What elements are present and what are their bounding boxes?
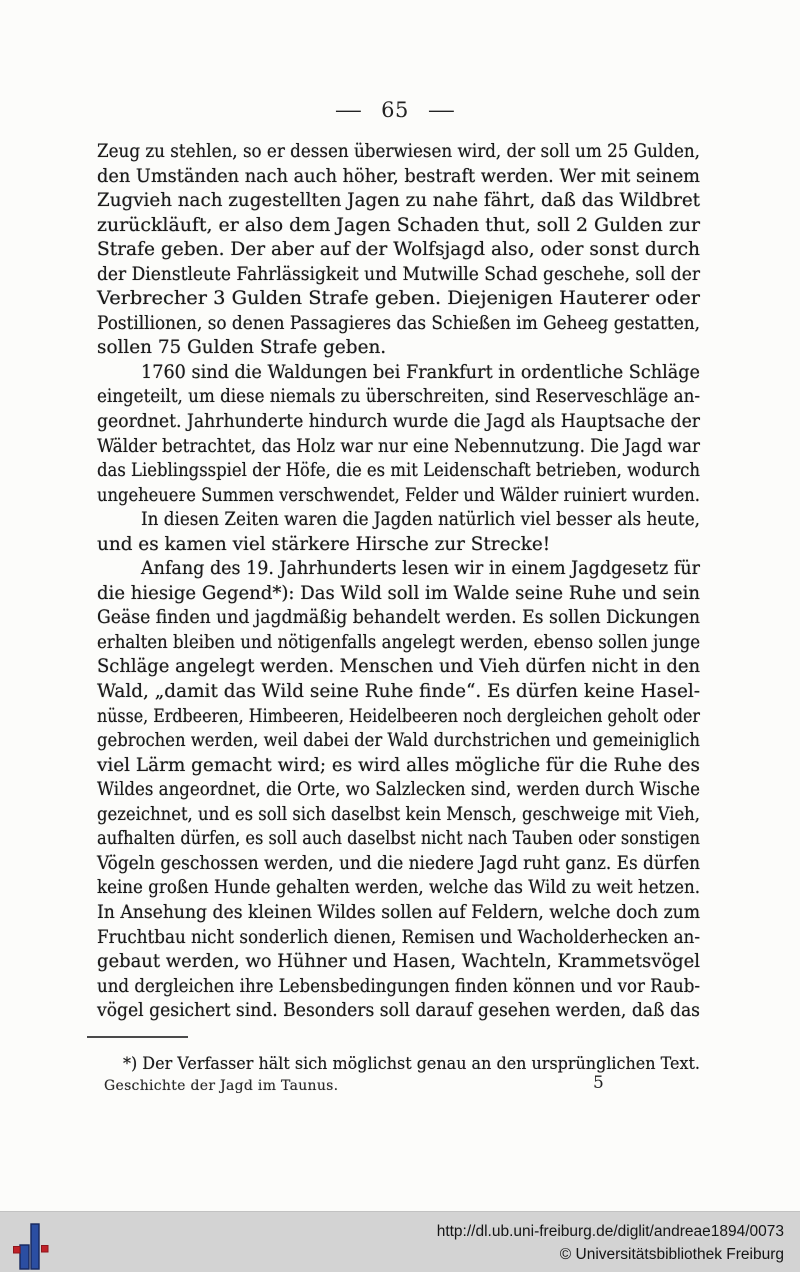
- page-number-header: [0, 98, 790, 122]
- text-line: erhalten bleiben und nötigenfalls angelegt werden, ebenso sollen junge: [97, 631, 700, 653]
- document-url-text: http://dl.ub.uni-freiburg.de/diglit/andreae1894/0073: [436, 1222, 784, 1240]
- text-line: Vögeln geschossen werden, und die niedere Jagd ruht ganz. Es dürfen: [97, 852, 700, 874]
- text-line: vögel gesichert sind. Besonders soll darauf gesehen werden, daß das: [97, 1000, 700, 1022]
- footnote-rule: [87, 1036, 188, 1038]
- ub-freiburg-logo-icon: [13, 1223, 51, 1271]
- text-line: viel Lärm gemacht wird; es wird alles mögliche für die Ruhe des: [97, 754, 700, 776]
- text-line: den Umständen nach auch höher, bestraft werden. Wer mit seinem: [97, 165, 700, 187]
- running-title: Geschichte der Jagd im Taunus.: [104, 1078, 339, 1094]
- text-line: eingeteilt, um diese niemals zu überschreiten, sind Reserveschläge an-: [97, 386, 700, 408]
- text-line: Wald, „damit das Wild seine Ruhe finde“. Es dürfen keine Hasel-: [97, 681, 700, 703]
- text-line: Postillionen, so denen Passagieres das Schießen im Geheeg gestatten,: [97, 312, 700, 334]
- text-line: und es kamen viel stärkere Hirsche zur Strecke!: [97, 533, 551, 555]
- text-line: zurückläuft, er also dem Jagen Schaden thut, soll 2 Gulden zur: [97, 214, 700, 236]
- text-line: Fruchtbau nicht sonderlich dienen, Remisen und Wacholderhecken an-: [97, 926, 700, 948]
- text-line: und dergleichen ihre Lebensbedingungen finden können und vor Raub-: [97, 975, 700, 997]
- text-line: ungeheuere Summen verschwendet, Felder und Wälder ruiniert wurden.: [97, 484, 700, 506]
- text-line: Wälder betrachtet, das Holz war nur eine Nebennutzung. Die Jagd war: [97, 435, 700, 457]
- status-bar-text: [437, 1215, 784, 1270]
- text-line: die hiesige Gegend*): Das Wild soll im Walde seine Ruhe und sein: [97, 582, 700, 604]
- text-line: gebrochen werden, weil dabei der Wald durchstrichen und gemeiniglich: [97, 730, 700, 752]
- text-line: sollen 75 Gulden Strafe geben.: [97, 337, 387, 359]
- text-line: In Ansehung des kleinen Wildes sollen auf Feldern, welche doch zum: [97, 901, 700, 923]
- text-line: Schläge angelegt werden. Menschen und Vieh dürfen nicht in den: [97, 656, 700, 678]
- text-line: Verbrecher 3 Gulden Strafe geben. Diejenigen Hauterer oder: [97, 288, 700, 310]
- text-line: der Dienstleute Fahrlässigkeit und Mutwille Schad geschehe, soll der: [97, 263, 700, 285]
- text-line: Zeug zu stehlen, so er dessen überwiesen wird, der soll um 25 Gulden,: [97, 141, 700, 162]
- copyright-text: © Universitätsbibliothek Freiburg: [559, 1245, 784, 1263]
- body-text-block: [97, 140, 700, 1024]
- text-line: nüsse, Erdbeeren, Himbeeren, Heidelbeeren noch dergleichen geholt oder: [97, 705, 700, 727]
- text-line: In diesen Zeiten waren die Jagden natürlich viel besser als heute,: [141, 509, 700, 531]
- text-line: das Lieblingsspiel der Höfe, die es mit Leidenschaft betrieben, wodurch: [97, 460, 700, 482]
- text-line: gebaut werden, wo Hühner und Hasen, Wachteln, Krammetsvögel: [97, 951, 700, 973]
- text-line: Strafe geben. Der aber auf der Wolfsjagd also, oder sonst durch: [97, 239, 700, 261]
- page-number: 65: [381, 98, 409, 122]
- page-number-dash-right: —: [427, 98, 456, 122]
- text-line: Wildes angeordnet, die Orte, wo Salzlecken sind, werden durch Wische: [97, 779, 700, 801]
- text-line: Zugvieh nach zugestellten Jagen zu nahe fährt, daß das Wildbret: [97, 190, 700, 212]
- text-line: aufhalten dürfen, es soll auch daselbst nicht nach Tauben oder sonstigen: [97, 828, 700, 850]
- text-line: 1760 sind die Waldungen bei Frankfurt in ordentliche Schläge: [141, 361, 700, 383]
- footnote: *) Der Verfasser hält sich möglichst genau an den ursprünglichen Text.: [123, 1054, 700, 1073]
- text-line: keine großen Hunde gehalten werden, welche das Wild zu weit hetzen.: [97, 877, 700, 899]
- page-number-dash-left: —: [334, 98, 363, 122]
- status-bar: [0, 1211, 800, 1272]
- text-line: gezeichnet, und es soll sich daselbst kein Mensch, geschweige mit Vieh,: [97, 803, 700, 825]
- text-line: Geäse finden und jagdmäßig behandelt werden. Es sollen Dickungen: [97, 607, 700, 629]
- signature-number: 5: [593, 1073, 604, 1093]
- text-line: Anfang des 19. Jahrhunderts lesen wir in einem Jagdgesetz für: [141, 558, 700, 580]
- text-line: geordnet. Jahrhunderte hindurch wurde die Jagd als Hauptsache der: [97, 411, 700, 433]
